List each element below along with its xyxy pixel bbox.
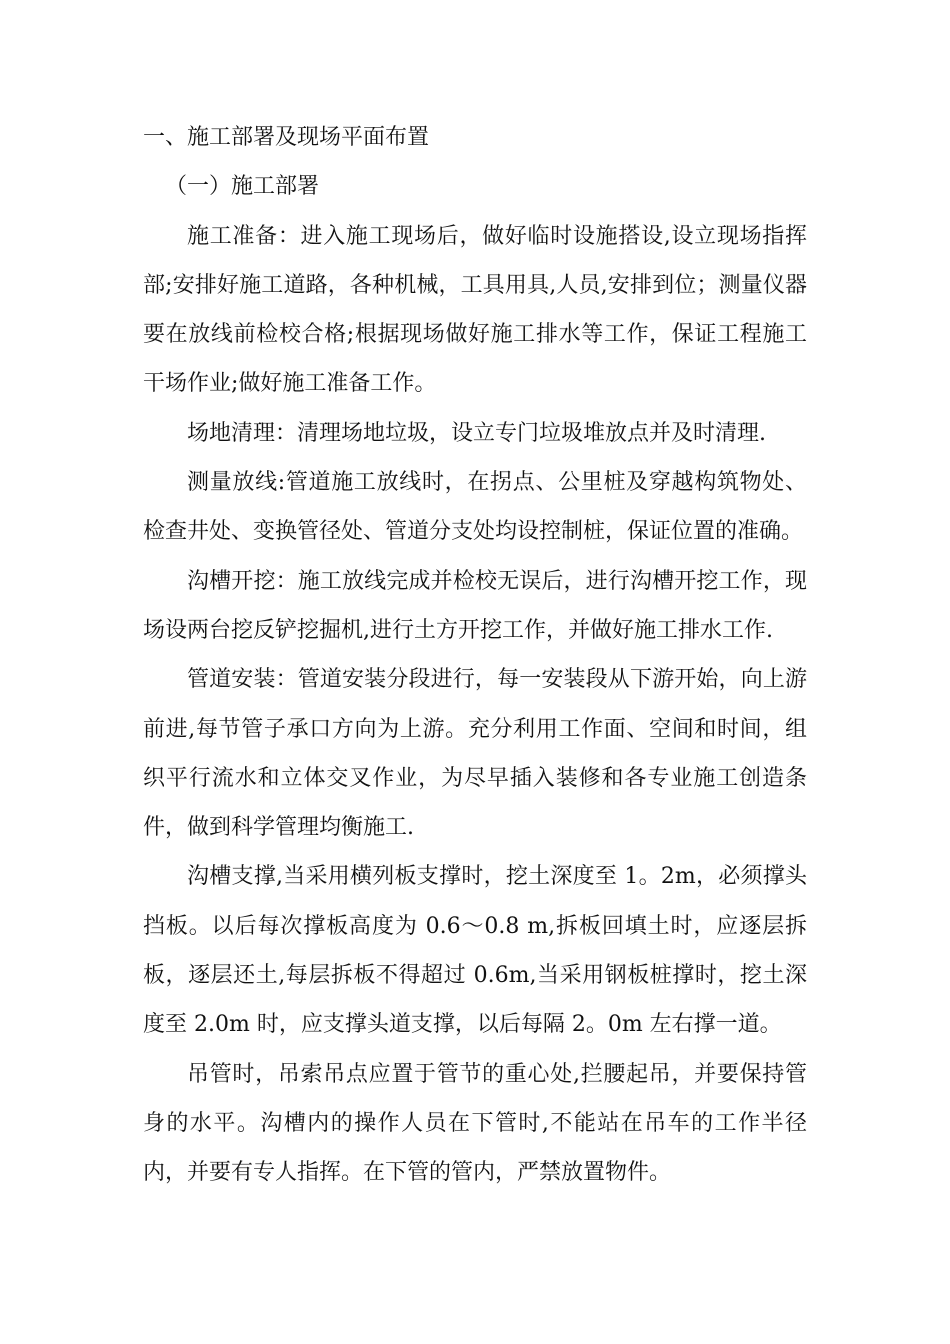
document-body [143,113,807,1198]
paragraph-trench-support: 沟槽支撑,当采用横列板支撑时，挖土深度至 1。2m，必须撑头挡板。以后每次撑板高度为 0.6～0.8 m,拆板回填土时，应逐层拆板，逐层还土,每层拆板不得超过 0.6m,当采用钢板桩撑时，挖土深度至 2.0m 时，应支撑头道支撑，以后每隔 2。0m 左右撑一道。 [143,864,807,1038]
paragraph-site-cleanup: 场地清理：清理场地垃圾，设立专门垃圾堆放点并及时清理. [187,420,766,446]
paragraph-survey-layout: 测量放线:管道施工放线时，在拐点、公里桩及穿越构筑物处、检查井处、变换管径处、管道分支处均设控制桩，保证位置的准确。 [143,470,807,545]
section-heading: 一、施工部署及现场平面布置 [143,125,430,150]
subsection-heading: （一）施工部署 [165,174,320,200]
paragraph-pipe-lifting: 吊管时，吊索吊点应置于管节的重心处,拦腰起吊，并要保持管身的水平。沟槽内的操作人员在下管时,不能站在吊车的工作半径内，并要有专人指挥。在下管的管内，严禁放置物件。 [143,1061,807,1186]
paragraph-trench-excavation: 沟槽开挖：施工放线完成并检校无误后，进行沟槽开挖工作，现场设两台挖反铲挖掘机,进行土方开挖工作，并做好施工排水工作. [143,568,807,643]
paragraph-construction-preparation: 施工准备：进入施工现场后，做好临时设施搭设,设立现场指挥部;安排好施工道路，各种机械，工具用具,人员,安排到位；测量仪器要在放线前检校合格;根据现场做好施工排水等工作，保证工程施工干场作业;做好施工准备工作。 [143,223,807,397]
paragraph-pipe-installation: 管道安装：管道安装分段进行，每一安装段从下游开始，向上游前进,每节管子承口方向为上游。充分利用工作面、空间和时间，组织平行流水和立体交叉作业，为尽早插入装修和各专业施工创造条件，做到科学管理均衡施工. [143,667,807,841]
